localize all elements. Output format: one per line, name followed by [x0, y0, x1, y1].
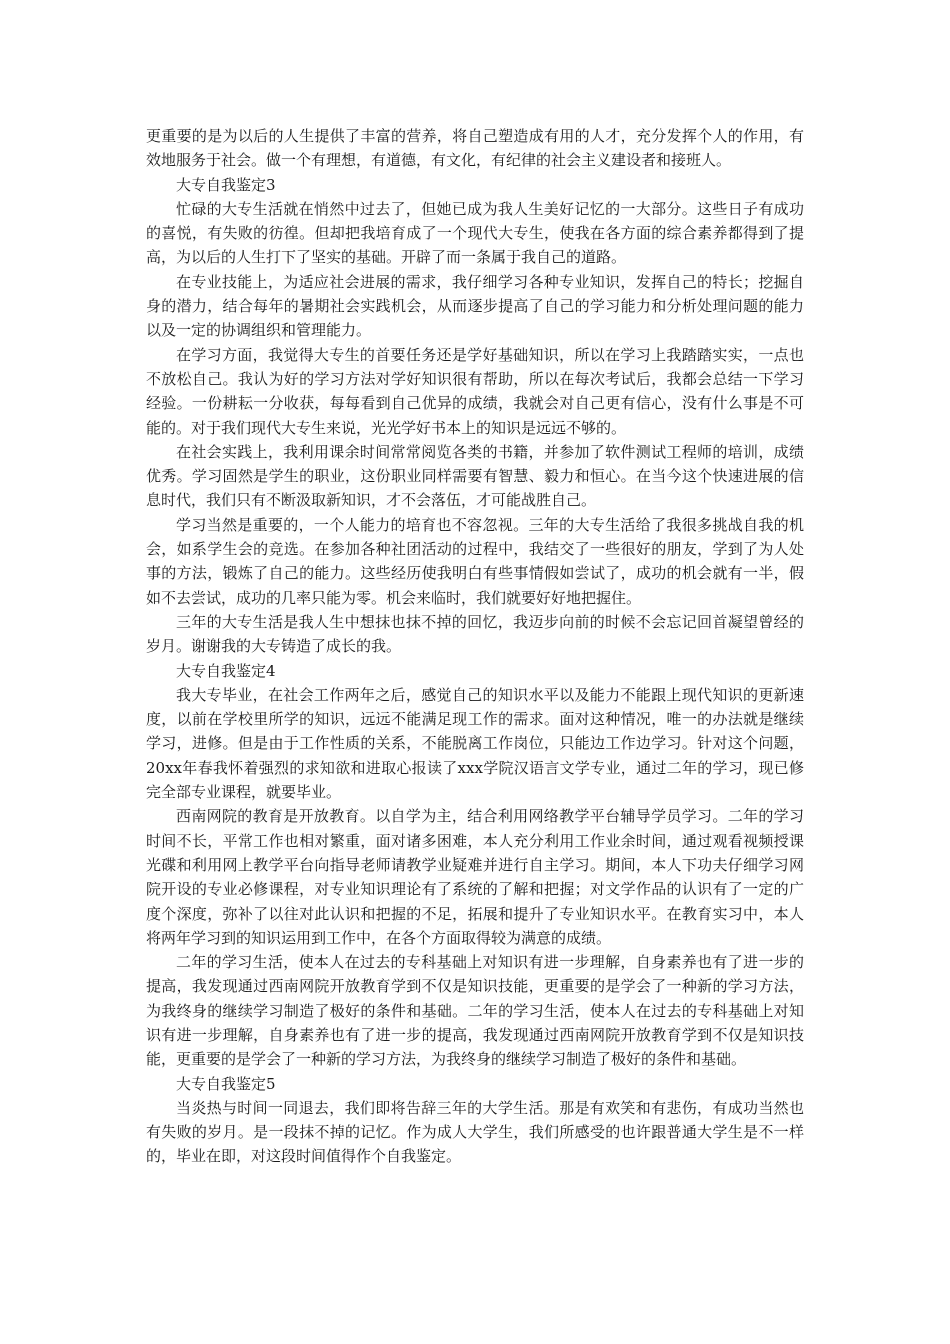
paragraph: 学习当然是重要的，一个人能力的培育也不容忽视。三年的大专生活给了我很多挑战自我的机会，如系学生会的竞选。在参加各种社团活动的过程中，我结交了一些很好的朋友，学到了为人处事的方法，锻炼了自己的能力。这些经历使我明白有些事情假如尝试了，成功的机会就有一半，假如不去尝试，成功的几率只能为零。机会来临时，我们就要好好地把握住。	[146, 515, 804, 607]
paragraph: 在学习方面，我觉得大专生的首要任务还是学好基础知识，所以在学习上我踏踏实实，一点也不放松自己。我认为好的学习方法对学好知识很有帮助，所以在每次考试后，我都会总结一下学习经验。一份耕耘一分收获，每每看到自己优异的成绩，我就会对自己更有信心，没有什么事是不可能的。对于我们现代大专生来说，光光学好书本上的知识是远远不够的。	[146, 345, 804, 437]
paragraph: 更重要的是为以后的人生提供了丰富的营养，将自己塑造成有用的人才，充分发挥个人的作用，有效地服务于社会。做一个有理想，有道德，有文化，有纪律的社会主义建设者和接班人。	[146, 127, 804, 170]
paragraph: 忙碌的大专生活就在悄然中过去了，但她已成为我人生美好记忆的一大部分。这些日子有成功的喜悦，有失败的彷徨。但却把我培育成了一个现代大专生，使我在各方面的综合素养都得到了提高，为以后的人生打下了坚实的基础。开辟了而一条属于我自己的道路。	[146, 199, 804, 267]
paragraph: 在专业技能上，为适应社会进展的需求，我仔细学习各种专业知识，发挥自己的特长；挖掘自身的潜力，结合每年的暑期社会实践机会，从而逐步提高了自己的学习能力和分析处理问题的能力以及一定的协调组织和管理能力。	[146, 272, 804, 340]
paragraph: 在社会实践上，我利用课余时间常常阅览各类的书籍，并参加了软件测试工程师的培训，成绩优秀。学习固然是学生的职业，这份职业同样需要有智慧、毅力和恒心。在当今这个快速进展的信息时代，我们只有不断汲取新知识，才不会落伍，才可能战胜自己。	[146, 442, 804, 510]
paragraph: 我大专毕业，在社会工作两年之后，感觉自己的知识水平以及能力不能跟上现代知识的更新速度，以前在学校里所学的知识，远远不能满足现工作的需求。面对这种情况，唯一的办法就是继续学习，进修。但是由于工作性质的关系，不能脱离工作岗位，只能边工作边学习。针对这个问题，20xx年春我怀着强烈的求知欲和进取心报读了xxx学院汉语言文学专业，通过二年的学习，现已修完全部专业课程，就要毕业。	[146, 685, 804, 802]
section-heading: 大专自我鉴定5	[176, 1074, 276, 1093]
section-heading: 大专自我鉴定3	[176, 175, 276, 194]
paragraph: 西南网院的教育是开放教育。以自学为主，结合利用网络教学平台辅导学员学习。二年的学习时间不长，平常工作也相对繁重，面对诸多困难，本人充分利用工作业余时间，通过观看视频授课光碟和利用网上教学平台向指导老师请教学业疑难并进行自主学习。期间，本人下功夫仔细学习网院开设的专业必修课程，对专业知识理论有了系统的了解和把握；对文学作品的认识有了一定的广度个深度，弥补了以往对此认识和把握的不足，拓展和提升了专业知识水平。在教育实习中，本人将两年学习到的知识运用到工作中，在各个方面取得较为满意的成绩。	[146, 807, 804, 947]
section-heading: 大专自我鉴定4	[176, 661, 276, 680]
paragraph: 二年的学习生活，使本人在过去的专科基础上对知识有进一步理解，自身素养也有了进一步的提高，我发现通过西南网院开放教育学到不仅是知识技能，更重要的是学会了一种新的学习方法，为我终身的继续学习制造了极好的条件和基础。二年的学习生活，使本人在过去的专科基础上对知识有进一步理解，自身素养也有了进一步的提高，我发现通过西南网院开放教育学到不仅是知识技能，更重要的是学会了一种新的学习方法，为我终身的继续学习制造了极好的条件和基础。	[146, 953, 804, 1069]
paragraph: 当炎热与时间一同退去，我们即将告辞三年的大学生活。那是有欢笑和有悲伤，有成功当然也有失败的岁月。是一段抹不掉的记忆。作为成人大学生，我们所感受的也许跟普通大学生是不一样的，毕业在即，对这段时间值得作个自我鉴定。	[146, 1098, 804, 1166]
document-body	[146, 124, 804, 1169]
paragraph: 三年的大专生活是我人生中想抹也抹不掉的回忆，我迈步向前的时候不会忘记回首凝望曾经的岁月。谢谢我的大专铸造了成长的我。	[146, 612, 804, 656]
